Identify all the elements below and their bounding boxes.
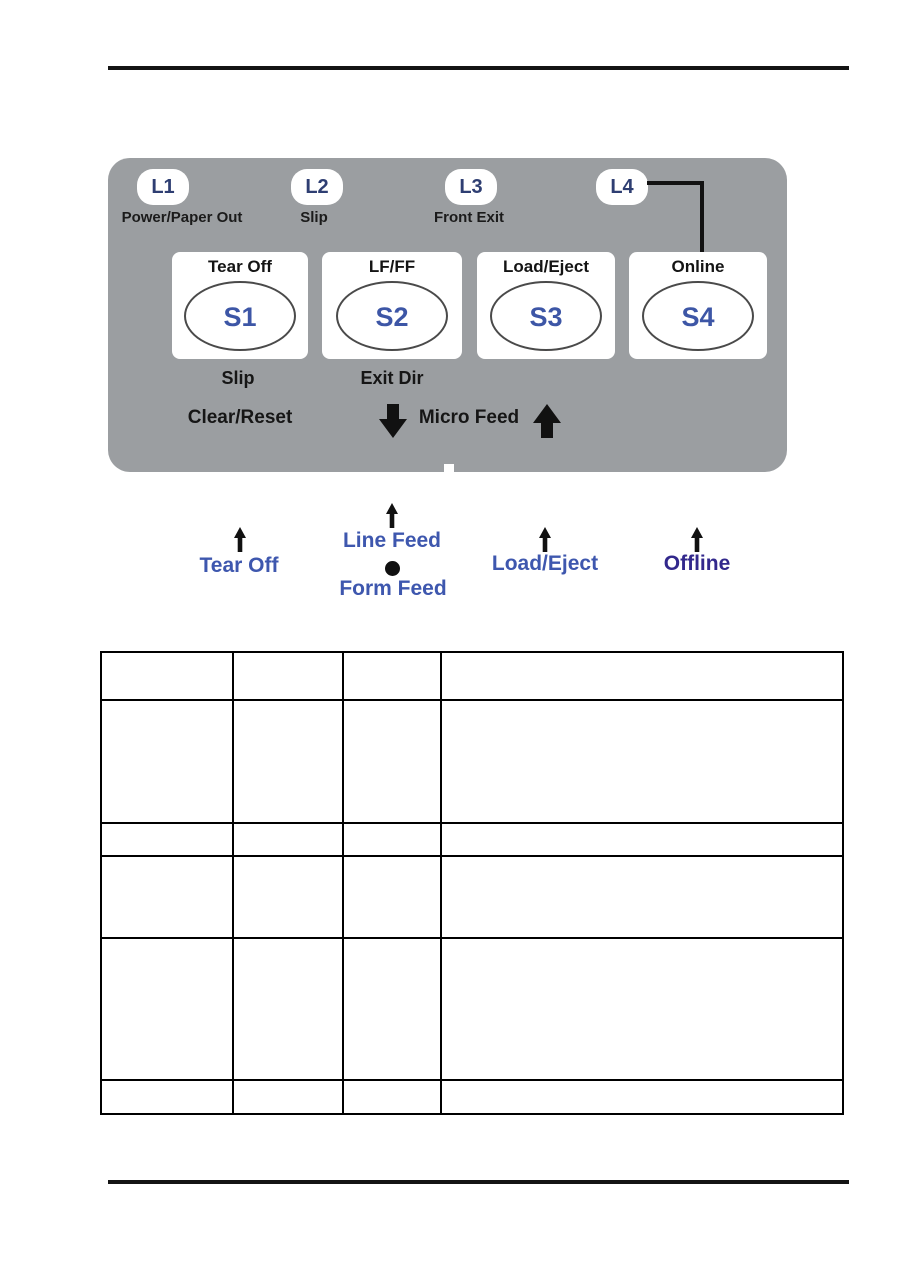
button-s4-function-label: Online [671, 257, 725, 276]
button-function-table [100, 651, 844, 1115]
load-eject-annotation: Load/Eject [491, 552, 599, 575]
led-l3: L3 [445, 169, 497, 205]
led-l3-label: Front Exit [434, 209, 504, 226]
table-cell [233, 652, 343, 700]
micro-feed-down-arrow-icon [378, 404, 408, 443]
led-l2: L2 [291, 169, 343, 205]
table-cell [343, 652, 441, 700]
table-cell [343, 856, 441, 938]
table-cell [233, 700, 343, 823]
led-l1-label: Power/Paper Out [121, 209, 243, 226]
button-s1: S1 [184, 281, 296, 351]
table-cell [233, 938, 343, 1080]
table-cell [101, 1080, 233, 1114]
micro-feed-up-arrow-icon [532, 404, 562, 443]
l4-connector-vertical [700, 181, 704, 252]
table-row [101, 938, 843, 1080]
micro-feed-label: Micro Feed [418, 407, 520, 428]
table-cell [233, 823, 343, 856]
tear-off-annotation: Tear Off [199, 554, 279, 577]
l4-connector-horizontal [647, 181, 704, 185]
button-s2: S2 [336, 281, 448, 351]
table-cell [101, 823, 233, 856]
table-cell [343, 700, 441, 823]
table-cell [101, 856, 233, 938]
table-cell [101, 938, 233, 1080]
table-row [101, 652, 843, 700]
button-s2-function-label: LF/FF [368, 257, 416, 276]
table-cell [441, 856, 843, 938]
table-cell [101, 652, 233, 700]
table-cell [441, 823, 843, 856]
table-cell [233, 1080, 343, 1114]
table-row [101, 823, 843, 856]
offline-annotation: Offline [663, 552, 731, 575]
led-l4: L4 [596, 169, 648, 205]
button-s2-secondary-label: Exit Dir [360, 368, 424, 388]
table-cell [343, 938, 441, 1080]
panel-bottom-notch [444, 464, 454, 481]
led-l1: L1 [137, 169, 189, 205]
form-feed-annotation: Form Feed [339, 577, 447, 600]
table-row [101, 1080, 843, 1114]
table-cell [441, 652, 843, 700]
table-row [101, 700, 843, 823]
button-s3: S3 [490, 281, 602, 351]
line-feed-annotation: Line Feed [342, 529, 442, 552]
button-s3-function-label: Load/Eject [503, 257, 589, 276]
table-cell [441, 700, 843, 823]
table-cell [343, 823, 441, 856]
button-card-s2 [322, 252, 462, 359]
led-l2-label: Slip [300, 209, 328, 226]
table-cell [101, 700, 233, 823]
table-cell [441, 1080, 843, 1114]
button-card-s3 [477, 252, 615, 359]
footer-rule [108, 1180, 849, 1184]
bullet-dot-icon [385, 561, 400, 576]
table-row [101, 856, 843, 938]
button-card-s1 [172, 252, 308, 359]
header-rule [108, 66, 849, 70]
table-cell [233, 856, 343, 938]
table-cell [441, 938, 843, 1080]
button-card-s4 [629, 252, 767, 359]
button-s1-secondary-label: Slip [221, 368, 255, 388]
tear-off-up-arrow-icon [233, 527, 247, 557]
printer-control-panel [108, 158, 787, 472]
button-s4: S4 [642, 281, 754, 351]
table-cell [343, 1080, 441, 1114]
button-s1-function-label: Tear Off [208, 257, 272, 276]
clear-reset-label: Clear/Reset [187, 407, 293, 428]
